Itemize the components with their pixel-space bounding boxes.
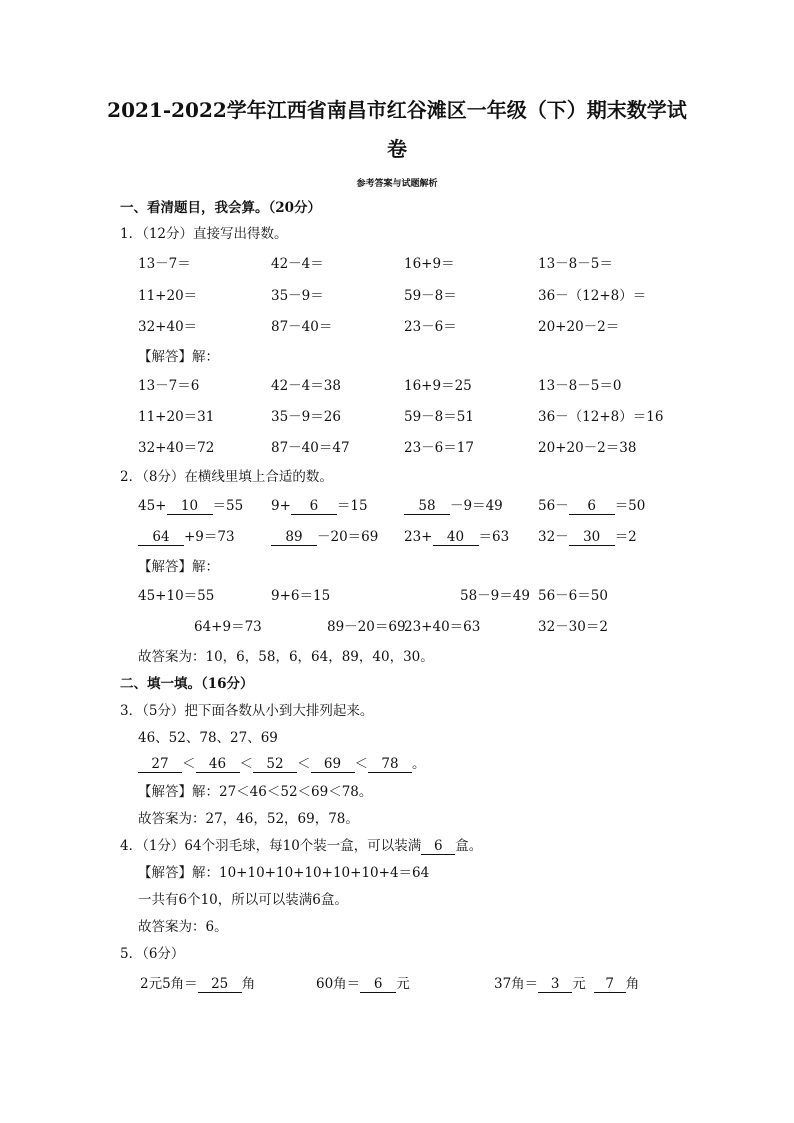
q5-c-post: 角	[625, 976, 640, 992]
q2-fill-blank: 89	[271, 529, 317, 546]
q2-fill-post: －9＝49	[450, 498, 503, 514]
q2-fill-post: ＝15	[336, 498, 368, 514]
q1-answer: 16+9＝25	[404, 378, 472, 394]
q2-fill-blank: 64	[138, 529, 184, 546]
q4-answer: 【解答】解：10+10+10+10+10+10+4＝64	[138, 865, 430, 881]
q2-answer: 58－9＝49	[460, 588, 530, 604]
q1-problem: 42－4＝	[271, 256, 324, 272]
q3-end-punct: 。	[412, 756, 426, 772]
q1-answer: 13－8－5＝0	[538, 378, 622, 394]
q1-answer: 36－（12+8）＝16	[538, 409, 664, 425]
q4-answer-line2: 一共有6个10，所以可以装满6盒。	[138, 892, 348, 908]
q5-b-pre: 60角＝	[316, 976, 361, 992]
q5-c-mid: 元	[572, 976, 586, 992]
q5-b-blank: 6	[360, 976, 396, 993]
q5-item-a	[140, 972, 255, 993]
q1-problem: 32+40＝	[138, 319, 198, 335]
document-title-line1: 2021-2022学年江西省南昌市红谷滩区一年级（下）期末数学试	[107, 98, 687, 122]
q1-answer: 42－4＝38	[271, 378, 341, 394]
q5-b-post: 元	[396, 976, 410, 992]
q2-answer: 23+40＝63	[404, 619, 481, 635]
q1-problem: 11+20＝	[138, 288, 198, 304]
q3-less-than: ＜	[354, 756, 368, 772]
q5-a-pre: 2元5角＝	[140, 976, 198, 992]
q1-answer: 35－9＝26	[271, 409, 341, 425]
q4-final-answer: 故答案为：6。	[138, 919, 228, 935]
q2-answer: 45+10＝55	[138, 588, 215, 604]
q2-fill-post: ＝63	[478, 529, 510, 545]
question-4-label	[120, 834, 482, 855]
q1-answer: 59－8＝51	[404, 409, 474, 425]
q3-less-than: ＜	[297, 756, 311, 772]
q3-order-blank: 52	[253, 756, 297, 773]
q2-fill-post: ＝50	[614, 498, 646, 514]
q1-problem: 16+9＝	[404, 256, 455, 272]
q1-answer: 13－7＝6	[138, 378, 200, 394]
q2-fill-pre: 45+	[138, 498, 167, 514]
q3-numbers: 46、52、78、27、69	[138, 730, 278, 746]
q3-order-blank: 46	[196, 756, 240, 773]
q1-answer: 23－6＝17	[404, 440, 474, 456]
q1-problem: 13－8－5＝	[538, 256, 613, 272]
q1-problem: 36－（12+8）＝	[538, 288, 647, 304]
q1-problem: 13－7＝	[138, 256, 191, 272]
q2-fill-blank: 10	[167, 498, 213, 515]
q4-post: 盒。	[455, 838, 483, 854]
q5-a-post: 角	[241, 976, 256, 992]
q2-final-answer: 故答案为：10，6，58，6，64，89，40，30。	[138, 649, 434, 665]
q2-fill-blank: 6	[569, 498, 615, 515]
q4-blank: 6	[421, 838, 455, 855]
q1-problem: 23－6＝	[404, 319, 457, 335]
q5-c-pre: 37角＝	[494, 976, 539, 992]
q1-answer: 32+40＝72	[138, 440, 215, 456]
q2-fill-item	[404, 494, 503, 515]
q2-fill-pre: 23+	[404, 529, 433, 545]
q1-answer: 87－40＝47	[271, 440, 350, 456]
question-3-label: 3．（5分）把下面各数从小到大排列起来。	[120, 703, 374, 719]
q2-fill-item	[271, 525, 378, 546]
q3-order-blank: 78	[368, 756, 412, 773]
q5-item-b	[316, 972, 410, 993]
q5-item-c	[494, 972, 639, 993]
q2-fill-post: －20＝69	[317, 529, 379, 545]
q2-fill-item	[404, 525, 509, 546]
q2-fill-blank: 40	[433, 529, 479, 546]
q2-fill-pre: 56－	[538, 498, 569, 514]
document-title-line2: 卷	[387, 137, 407, 161]
q3-less-than: ＜	[239, 756, 253, 772]
q5-c-blank-2: 7	[594, 976, 626, 993]
q1-answer-tag: 【解答】解：	[138, 349, 219, 365]
q2-fill-item	[138, 525, 235, 546]
q5-c-blank-1: 3	[538, 976, 572, 993]
q3-order-row	[138, 752, 426, 773]
q3-final-answer: 故答案为：27，46，52，69，78。	[138, 811, 359, 827]
section-1-heading: 一、看清题目，我会算。（20分）	[120, 200, 322, 216]
q2-fill-blank: 30	[569, 529, 615, 546]
q3-less-than: ＜	[182, 756, 196, 772]
q2-fill-item	[538, 494, 645, 515]
q2-answer: 64+9＝73	[194, 619, 262, 635]
q2-answer: 9+6＝15	[271, 588, 331, 604]
q2-fill-item	[271, 494, 368, 515]
q2-fill-blank: 6	[291, 498, 337, 515]
q2-fill-pre: 32－	[538, 529, 569, 545]
q5-a-blank: 25	[198, 976, 242, 993]
question-1-label: 1．（12分）直接写出得数。	[120, 226, 288, 242]
q1-problem: 20+20－2＝	[538, 319, 620, 335]
q3-order-blank: 27	[138, 756, 182, 773]
q2-answer-tag: 【解答】解：	[138, 559, 219, 575]
q1-problem: 35－9＝	[271, 288, 324, 304]
q1-answer: 20+20－2＝38	[538, 440, 637, 456]
q1-answer: 11+20＝31	[138, 409, 215, 425]
q2-fill-post: ＝55	[212, 498, 244, 514]
q2-answer: 32－30＝2	[538, 619, 608, 635]
q2-fill-pre: 9+	[271, 498, 291, 514]
document-subtitle: 参考答案与试题解析	[356, 179, 438, 189]
q2-fill-post: +9＝73	[184, 529, 235, 545]
q3-order-blank: 69	[311, 756, 355, 773]
question-5-label: 5．（6分）	[120, 946, 185, 962]
q1-problem: 59－8＝	[404, 288, 457, 304]
q4-label-text: 4．（1分）64个羽毛球，每10个装一盒，可以装满	[120, 838, 422, 854]
q2-answer: 56－6＝50	[538, 588, 608, 604]
q1-problem: 87－40＝	[271, 319, 333, 335]
q2-fill-item	[538, 525, 637, 546]
q2-fill-item	[138, 494, 243, 515]
q2-fill-blank: 58	[404, 498, 450, 515]
q3-answer: 【解答】解：27＜46＜52＜69＜78。	[138, 784, 373, 800]
section-2-heading: 二、填一填。（16分）	[120, 676, 254, 692]
question-2-label: 2．（8分）在横线里填上合适的数。	[120, 469, 333, 485]
q2-answer: 89－20＝69	[327, 619, 406, 635]
q2-fill-post: ＝2	[614, 529, 637, 545]
